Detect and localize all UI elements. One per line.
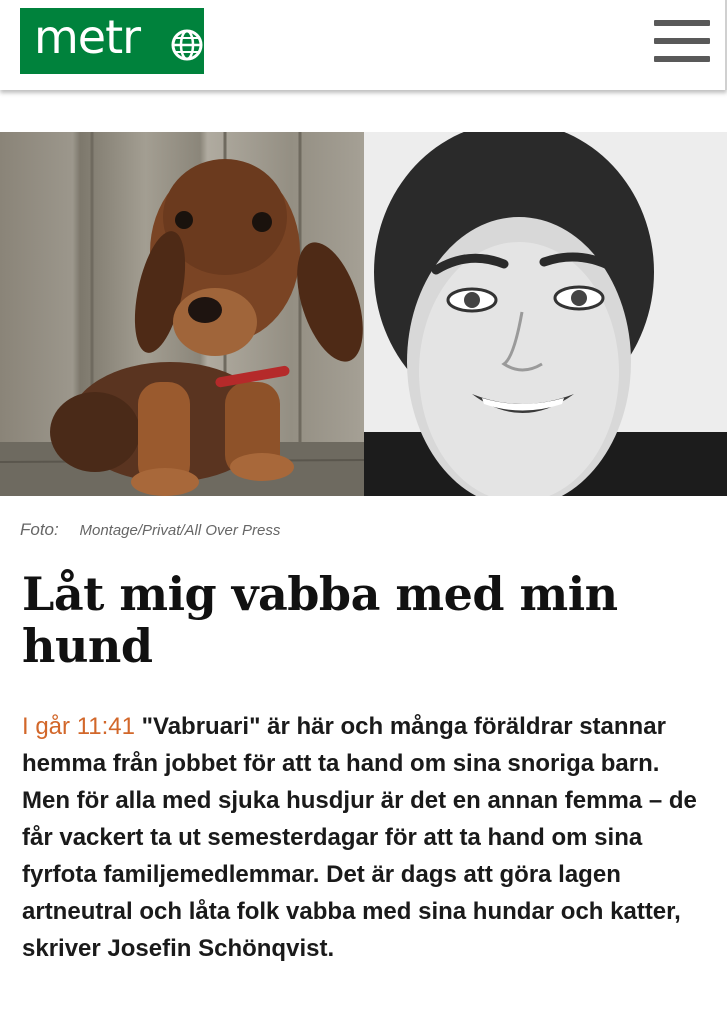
article-title: Låt mig vabba med min hund bbox=[22, 567, 618, 673]
top-navigation-bar bbox=[0, 0, 727, 90]
logo-text: metr bbox=[34, 10, 141, 64]
photo-credit: Montage/Privat/All Over Press bbox=[79, 522, 281, 539]
photo-caption bbox=[20, 520, 280, 540]
publish-timestamp: I går 11:41 bbox=[22, 713, 135, 740]
lead-text: "Vabruari" är här och många föräldrar stannar hemma från jobbet för att ta hand om sina snoriga barn. Men för alla med sjuka husdjur är det en annan femma – de får vackert ta ut semesterdagar för att ta hand om sina fyrfota familjemedlemmar. Det är dags att göra lagen artneutral och låta folk vabba med sina hundar och katter, skriver Josefin Schönqvist. bbox=[22, 713, 697, 962]
hero-image-montage bbox=[0, 132, 727, 496]
hamburger-menu-icon[interactable] bbox=[654, 20, 710, 64]
portrait-illustration bbox=[364, 132, 727, 496]
dachshund-puppy-photo bbox=[0, 132, 364, 496]
article-lead bbox=[22, 708, 712, 967]
dog-illustration bbox=[0, 132, 364, 496]
caption-label: Foto: bbox=[20, 520, 59, 539]
metro-logo[interactable] bbox=[20, 8, 204, 74]
smiling-woman-portrait bbox=[364, 132, 727, 496]
globe-icon bbox=[170, 28, 204, 62]
